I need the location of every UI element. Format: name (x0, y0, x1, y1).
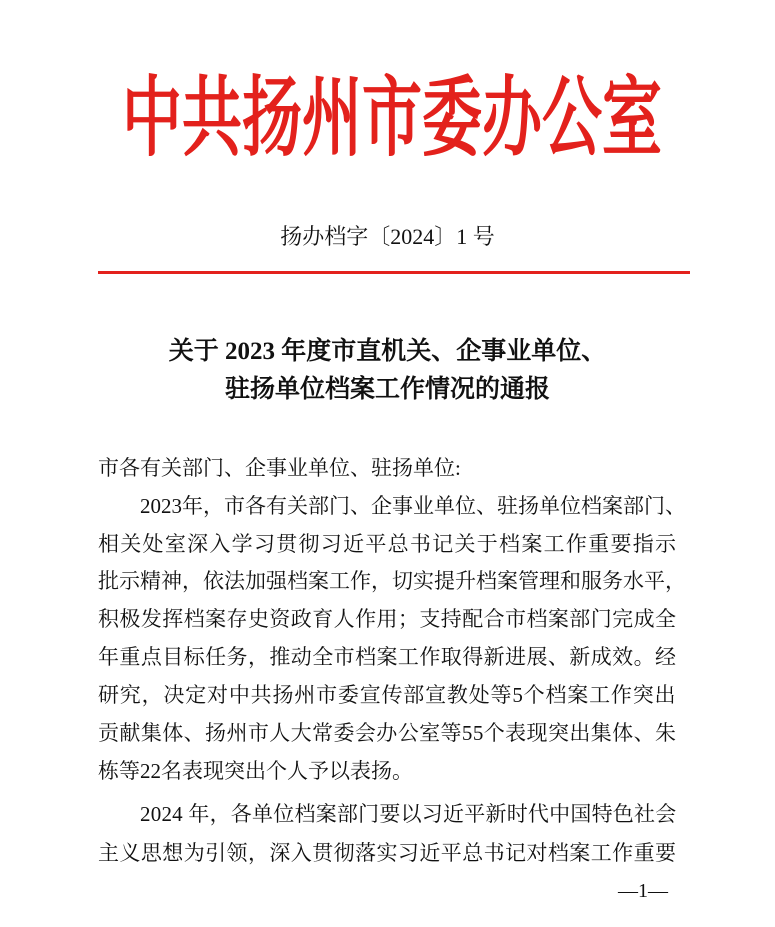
body-line: 积极发挥档案存史资政育人作用；支持配合市档案部门完成全 (98, 607, 677, 631)
red-divider (98, 271, 690, 274)
issuer-masthead: 中共扬州市委办公室 (122, 70, 662, 167)
body-line: 批示精神，依法加强档案工作，切实提升档案管理和服务水平， (98, 569, 686, 593)
body-line: 2024 年，各单位档案部门要以习近平新时代中国特色社会 (140, 802, 677, 826)
document-title-line-1: 关于 2023 年度市直机关、企事业单位、 (168, 338, 607, 365)
body-line: 年重点目标任务，推动全市档案工作取得新进展、新成效。经 (98, 645, 677, 669)
document-number: 扬办档字〔2024〕1 号 (280, 224, 495, 249)
salutation: 市各有关部门、企事业单位、驻扬单位: (98, 456, 461, 480)
body-line: 贡献集体、扬州市人大常委会办公室等55个表现突出集体、朱 (98, 721, 677, 745)
body-line: 研究，决定对中共扬州市委宣传部宣教处等5个档案工作突出 (98, 683, 677, 707)
body-line: 栋等22名表现突出个人予以表扬。 (98, 759, 413, 783)
body-line: 主义思想为引领，深入贯彻落实习近平总书记对档案工作重要 (98, 841, 677, 865)
document-title-line-2: 驻扬单位档案工作情况的通报 (224, 376, 550, 403)
body-line: 2023年，市各有关部门、企事业单位、驻扬单位档案部门、 (140, 494, 686, 518)
page-number: —1— (618, 880, 668, 902)
body-line: 相关处室深入学习贯彻习近平总书记关于档案工作重要指示 (98, 532, 678, 556)
